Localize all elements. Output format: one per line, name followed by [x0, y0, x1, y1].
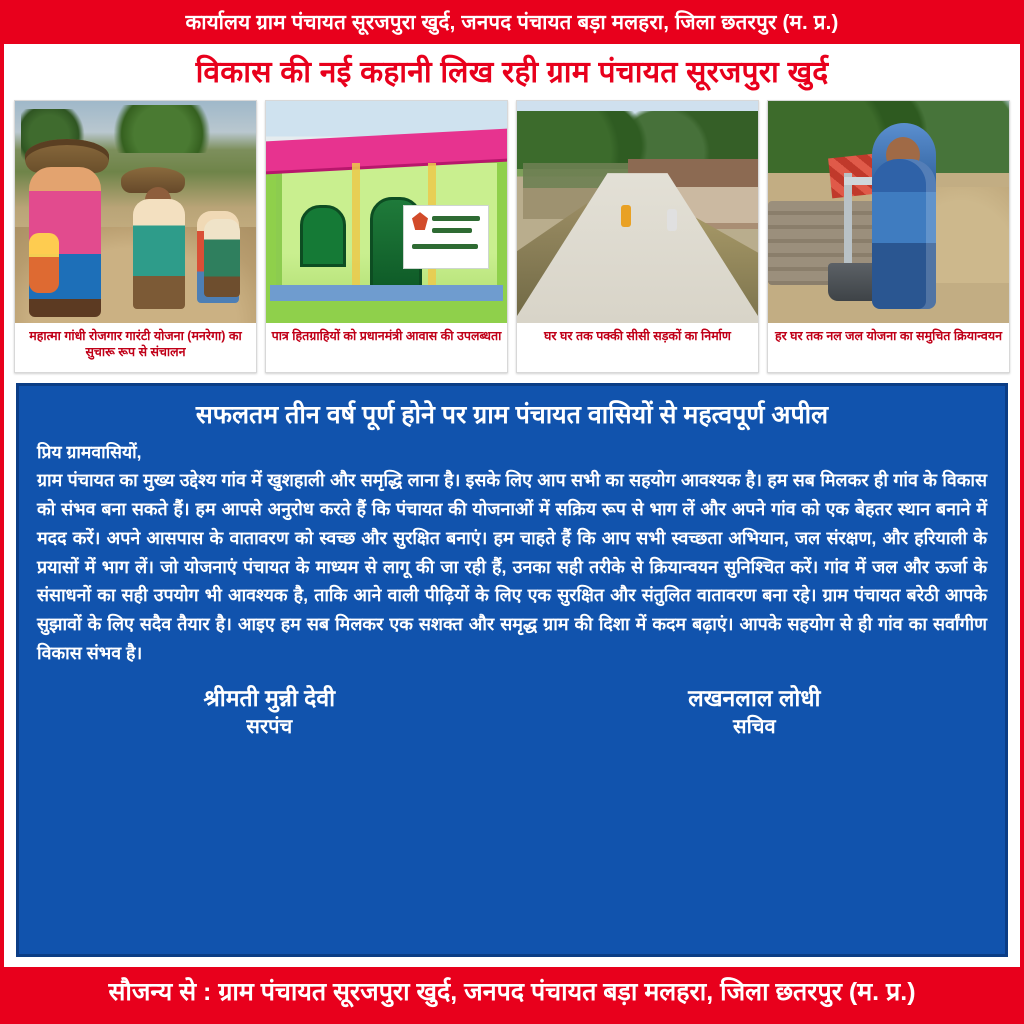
signatory-role: सचिव — [733, 715, 776, 738]
signatory-role: सरपंच — [246, 715, 293, 738]
photo-card-pm-awas — [265, 100, 508, 373]
nal-jal-tap-photo — [768, 101, 1009, 323]
photo-card-cc-road — [516, 100, 759, 373]
signature-row — [37, 668, 987, 740]
photo-caption: महात्मा गांधी रोजगार गारंटी योजना (मनरेगा) का सुचारू रूप से संचालन — [29, 329, 242, 359]
photo-caption: हर घर तक नल जल योजना का समुचित क्रियान्वयन — [774, 329, 1003, 344]
signatory-name: लखनलाल लोधी — [688, 684, 821, 711]
photo-card-nal-jal — [767, 100, 1010, 373]
photo-caption: घर घर तक पक्की सीसी सड़कों का निर्माण — [544, 329, 731, 344]
page-title: विकास की नई कहानी लिख रही ग्राम पंचायत सूरजपुरा खुर्द — [195, 55, 829, 89]
office-header-bar: कार्यालय ग्राम पंचायत सूरजपुरा खुर्द, जनपद पंचायत बड़ा मलहरा, जिला छतरपुर (म. प्र.) — [4, 4, 1020, 44]
signatory-sarpanch — [204, 684, 336, 740]
signatory-name: श्रीमती मुन्नी देवी — [203, 684, 336, 711]
photo-caption: पात्र हितग्राहियों को प्रधानमंत्री आवास की उपलब्धता — [271, 329, 502, 344]
appeal-body-text: ग्राम पंचायत का मुख्य उद्देश्य गांव में खुशहाली और समृद्धि लाना है। इसके लिए आप सभी का सहयोग आवश्यक है। हम सब मिलकर ही गांव के विकास को संभव बना सकते हैं। हम आपसे अनुरोध करते हैं कि पंचायत की योजनाओं में सक्रिय रूप से भाग लें और अपने गांव को एक बेहतर स्थान बनाने में मदद करें। अपने आसपास के वातावरण को स्वच्छ और सुरक्षित बनाएं। हम चाहते हैं कि आप सभी स्वच्छता अभियान, जल संरक्षण, और हरियाली के प्रयासों में भाग लें। जो योजनाएं पंचायत के माध्यम से लागू की जा रही हैं, उनका सही तरीके से क्रियान्वयन सुनिश्चित करें। गांव में जल और ऊर्जा के संसाधनों का सही उपयोग भी आवश्यक है, ताकि आने वाली पीढ़ियों के लिए एक सुरक्षित और संतुलित वातावरण बना रहे। ग्राम पंचायत बरेठी आपके सुझावों के लिए सदैव तैयार है। आइए हम सब मिलकर एक सशक्त और समृद्ध ग्राम की दिशा में कदम बढ़ाएं। आपके सहयोग से ही गांव का सर्वांगीण विकास संभव है। — [37, 470, 987, 664]
signatory-sachiv — [688, 684, 820, 740]
appeal-panel — [16, 383, 1008, 957]
courtesy-footer-bar: सौजन्य से : ग्राम पंचायत सूरजपुरा खुर्द, जनपद पंचायत बड़ा मलहरा, जिला छतरपुर (म. प्र.) — [4, 967, 1020, 1020]
photo-strip — [4, 100, 1020, 373]
appeal-title: सफलतम तीन वर्ष पूर्ण होने पर ग्राम पंचायत वासियों से महत्वपूर्ण अपील — [195, 401, 829, 430]
photo-card-mgnrega — [14, 100, 257, 373]
mgnrega-workers-photo — [15, 101, 256, 323]
cc-road-photo — [517, 101, 758, 323]
pm-awas-house-photo — [266, 101, 507, 323]
appeal-salutation: प्रिय ग्रामवासियों, — [37, 442, 142, 463]
